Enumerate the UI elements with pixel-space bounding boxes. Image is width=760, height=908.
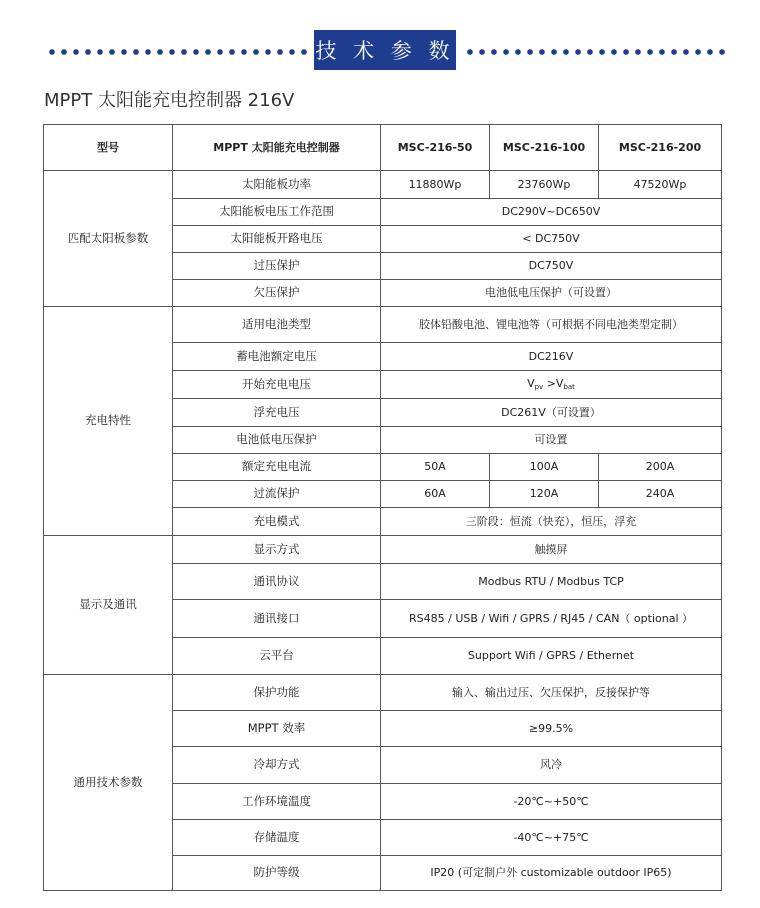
start-voltage-value [381, 371, 722, 399]
value-cell: RS485 / USB / Wifi / GPRS / RJ45 / CAN（ optional ） [381, 600, 722, 638]
model-header: 型号 [44, 125, 173, 171]
v-bat: >V [543, 377, 564, 391]
value-cell: Modbus RTU / Modbus TCP [381, 564, 722, 600]
table-header-row [44, 125, 722, 171]
value-cell: -20℃~+50℃ [381, 784, 722, 820]
row-label: 冷却方式 [173, 747, 381, 784]
page-title: MPPT 太阳能充电控制器 216V [44, 90, 295, 111]
dotted-line-left [46, 49, 310, 55]
row-label: 开始充电电压 [173, 371, 381, 399]
v-bat-sub: bat [563, 383, 575, 392]
row-label: 电池低电压保护 [173, 427, 381, 454]
model-col-1: MSC-216-50 [381, 125, 490, 171]
row-label: 云平台 [173, 638, 381, 675]
value-cell: 触摸屏 [381, 536, 722, 564]
value-cell: DC290V~DC650V [381, 199, 722, 226]
value-cell: IP20 (可定制户外 customizable outdoor IP65) [381, 856, 722, 891]
section-display: 显示及通讯 [44, 536, 173, 675]
model-col-2: MSC-216-100 [490, 125, 599, 171]
row-label: 充电模式 [173, 508, 381, 536]
product-header: MPPT 太阳能充电控制器 [173, 125, 381, 171]
row-label: MPPT 效率 [173, 711, 381, 747]
value-cell: -40℃~+75℃ [381, 820, 722, 856]
value-cell: 三阶段：恒流（快充），恒压，浮充 [381, 508, 722, 536]
row-label: 太阳能板开路电压 [173, 226, 381, 253]
value-cell: 60A [381, 481, 490, 508]
row-label: 太阳能板电压工作范围 [173, 199, 381, 226]
table-row [44, 675, 722, 711]
value-cell: DC750V [381, 253, 722, 280]
spec-table [43, 124, 722, 891]
dotted-line-right [464, 49, 728, 55]
value-cell: Support Wifi / GPRS / Ethernet [381, 638, 722, 675]
banner-title: 技 术 参 数 [314, 30, 456, 70]
value-cell: 240A [599, 481, 722, 508]
value-cell: 200A [599, 454, 722, 481]
section-banner [0, 30, 760, 74]
value-cell: DC261V（可设置） [381, 399, 722, 427]
value-cell: 47520Wp [599, 171, 722, 199]
row-label: 过流保护 [173, 481, 381, 508]
row-label: 通讯协议 [173, 564, 381, 600]
table-row [44, 307, 722, 343]
row-label: 防护等级 [173, 856, 381, 891]
table-row [44, 171, 722, 199]
section-charge: 充电特性 [44, 307, 173, 536]
value-cell: < DC750V [381, 226, 722, 253]
row-label: 过压保护 [173, 253, 381, 280]
row-label: 欠压保护 [173, 280, 381, 307]
section-solar: 匹配太阳板参数 [44, 171, 173, 307]
row-label: 浮充电压 [173, 399, 381, 427]
row-label: 保护功能 [173, 675, 381, 711]
row-label: 额定充电电流 [173, 454, 381, 481]
row-label: 显示方式 [173, 536, 381, 564]
v-pv: V [527, 377, 535, 391]
value-cell: 输入、输出过压、欠压保护，反接保护等 [381, 675, 722, 711]
value-cell: 电池低电压保护（可设置） [381, 280, 722, 307]
value-cell: 23760Wp [490, 171, 599, 199]
value-cell: DC216V [381, 343, 722, 371]
value-cell: 100A [490, 454, 599, 481]
value-cell: 胶体铅酸电池、锂电池等（可根据不同电池类型定制） [381, 307, 722, 343]
value-cell: 50A [381, 454, 490, 481]
value-cell: 风冷 [381, 747, 722, 784]
section-general: 通用技术参数 [44, 675, 173, 891]
value-cell: 可设置 [381, 427, 722, 454]
row-label: 蓄电池额定电压 [173, 343, 381, 371]
v-pv-sub: pv [534, 383, 544, 392]
row-label: 通讯接口 [173, 600, 381, 638]
row-label: 太阳能板功率 [173, 171, 381, 199]
value-cell: 11880Wp [381, 171, 490, 199]
value-cell: 120A [490, 481, 599, 508]
row-label: 工作环境温度 [173, 784, 381, 820]
model-col-3: MSC-216-200 [599, 125, 722, 171]
table-row [44, 536, 722, 564]
row-label: 存储温度 [173, 820, 381, 856]
row-label: 适用电池类型 [173, 307, 381, 343]
value-cell: ≥99.5% [381, 711, 722, 747]
